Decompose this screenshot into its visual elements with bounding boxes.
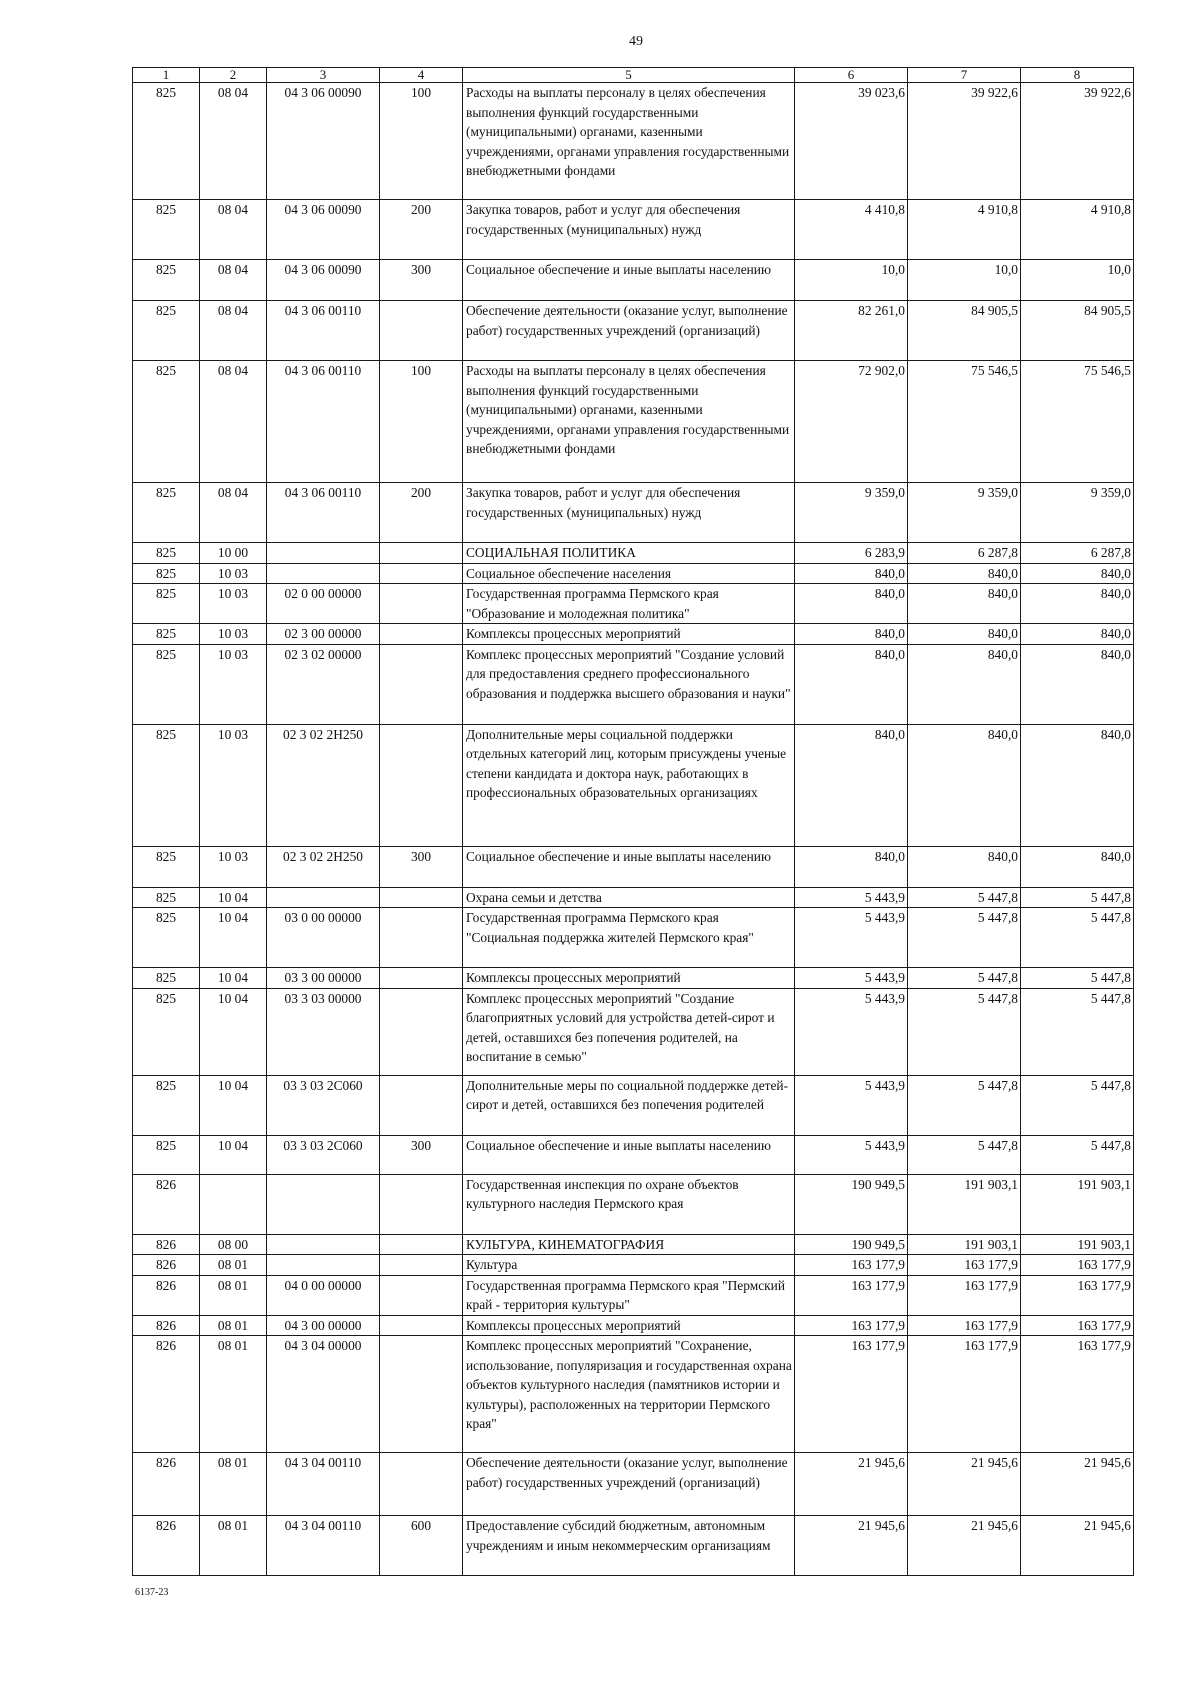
- amount-year1-cell: 5 443,9: [795, 968, 908, 989]
- amount-year3-cell: 4 910,8: [1021, 200, 1134, 260]
- target-article-cell: 04 3 06 00090: [267, 260, 380, 301]
- admin-code-cell: 825: [133, 563, 200, 584]
- amount-year1-cell: 5 443,9: [795, 1075, 908, 1135]
- section-code-cell: 08 01: [200, 1516, 267, 1576]
- expense-type-cell: [380, 301, 463, 361]
- section-code-cell: 08 01: [200, 1255, 267, 1276]
- section-code-cell: 08 04: [200, 301, 267, 361]
- expense-type-cell: [380, 543, 463, 564]
- description-cell: Комплекс процессных мероприятий "Создание условий для предоставления среднего профессионального образования и поддержка высшего образования и науки": [463, 644, 795, 724]
- table-row: [133, 1234, 1134, 1255]
- amount-year2-cell: 840,0: [908, 724, 1021, 846]
- amount-year2-cell: 191 903,1: [908, 1174, 1021, 1234]
- amount-year1-cell: 163 177,9: [795, 1255, 908, 1276]
- amount-year1-cell: 72 902,0: [795, 361, 908, 483]
- section-code-cell: 10 00: [200, 543, 267, 564]
- expense-type-cell: 100: [380, 83, 463, 200]
- expense-type-cell: [380, 1075, 463, 1135]
- admin-code-cell: 825: [133, 644, 200, 724]
- amount-year3-cell: 5 447,8: [1021, 968, 1134, 989]
- admin-code-cell: 825: [133, 624, 200, 645]
- table-row: [133, 1315, 1134, 1336]
- amount-year2-cell: 163 177,9: [908, 1255, 1021, 1276]
- amount-year3-cell: 191 903,1: [1021, 1234, 1134, 1255]
- amount-year1-cell: 5 443,9: [795, 887, 908, 908]
- target-article-cell: 04 3 06 00110: [267, 361, 380, 483]
- amount-year3-cell: 21 945,6: [1021, 1516, 1134, 1576]
- table-row: [133, 724, 1134, 846]
- amount-year2-cell: 4 910,8: [908, 200, 1021, 260]
- expense-type-cell: 100: [380, 361, 463, 483]
- amount-year3-cell: 39 922,6: [1021, 83, 1134, 200]
- section-code-cell: 10 03: [200, 724, 267, 846]
- expense-type-cell: [380, 1255, 463, 1276]
- amount-year3-cell: 840,0: [1021, 563, 1134, 584]
- description-cell: Дополнительные меры социальной поддержки отдельных категорий лиц, которым присуждены ученые степени кандидата и доктора наук, работающих в профессиональных образовательных организациях: [463, 724, 795, 846]
- amount-year3-cell: 840,0: [1021, 846, 1134, 887]
- expense-type-cell: 600: [380, 1516, 463, 1576]
- target-article-cell: 04 3 04 00110: [267, 1516, 380, 1576]
- amount-year1-cell: 163 177,9: [795, 1315, 908, 1336]
- column-header-6: 6: [795, 68, 908, 83]
- expense-type-cell: [380, 968, 463, 989]
- expense-type-cell: [380, 1234, 463, 1255]
- description-cell: Закупка товаров, работ и услуг для обеспечения государственных (муниципальных) нужд: [463, 200, 795, 260]
- column-header-4: 4: [380, 68, 463, 83]
- amount-year3-cell: 75 546,5: [1021, 361, 1134, 483]
- table-row: [133, 200, 1134, 260]
- description-cell: СОЦИАЛЬНАЯ ПОЛИТИКА: [463, 543, 795, 564]
- amount-year2-cell: 6 287,8: [908, 543, 1021, 564]
- amount-year3-cell: 5 447,8: [1021, 908, 1134, 968]
- amount-year2-cell: 163 177,9: [908, 1315, 1021, 1336]
- target-article-cell: [267, 1174, 380, 1234]
- amount-year1-cell: 840,0: [795, 846, 908, 887]
- target-article-cell: 03 3 03 2С060: [267, 1135, 380, 1174]
- section-code-cell: 08 00: [200, 1234, 267, 1255]
- admin-code-cell: 825: [133, 83, 200, 200]
- amount-year1-cell: 840,0: [795, 724, 908, 846]
- expense-type-cell: [380, 724, 463, 846]
- column-header-7: 7: [908, 68, 1021, 83]
- admin-code-cell: 826: [133, 1336, 200, 1453]
- column-header-8: 8: [1021, 68, 1134, 83]
- description-cell: Комплекс процессных мероприятий "Сохранение, использование, популяризация и государственная охрана объектов культурного наследия (памятников истории и культуры), расположенных на территории Пермского края": [463, 1336, 795, 1453]
- document-code: 6137-23: [135, 1587, 169, 1598]
- table-row: [133, 483, 1134, 543]
- description-cell: КУЛЬТУРА, КИНЕМАТОГРАФИЯ: [463, 1234, 795, 1255]
- amount-year3-cell: 5 447,8: [1021, 988, 1134, 1075]
- admin-code-cell: 826: [133, 1234, 200, 1255]
- amount-year3-cell: 840,0: [1021, 724, 1134, 846]
- amount-year1-cell: 10,0: [795, 260, 908, 301]
- description-cell: Государственная программа Пермского края "Пермский край - территория культуры": [463, 1275, 795, 1315]
- table-row: [133, 846, 1134, 887]
- description-cell: Комплексы процессных мероприятий: [463, 624, 795, 645]
- target-article-cell: 03 3 03 00000: [267, 988, 380, 1075]
- description-cell: Комплексы процессных мероприятий: [463, 1315, 795, 1336]
- table-row: [133, 1516, 1134, 1576]
- amount-year2-cell: 5 447,8: [908, 988, 1021, 1075]
- amount-year3-cell: 9 359,0: [1021, 483, 1134, 543]
- amount-year1-cell: 82 261,0: [795, 301, 908, 361]
- amount-year1-cell: 190 949,5: [795, 1174, 908, 1234]
- description-cell: Комплексы процессных мероприятий: [463, 968, 795, 989]
- section-code-cell: 10 03: [200, 563, 267, 584]
- target-article-cell: 04 3 06 00090: [267, 83, 380, 200]
- expense-type-cell: [380, 624, 463, 645]
- description-cell: Социальное обеспечение и иные выплаты населению: [463, 1135, 795, 1174]
- amount-year2-cell: 21 945,6: [908, 1453, 1021, 1516]
- amount-year3-cell: 163 177,9: [1021, 1255, 1134, 1276]
- section-code-cell: 10 04: [200, 988, 267, 1075]
- amount-year3-cell: 163 177,9: [1021, 1315, 1134, 1336]
- amount-year1-cell: 163 177,9: [795, 1336, 908, 1453]
- section-code-cell: 08 04: [200, 361, 267, 483]
- expense-type-cell: [380, 1453, 463, 1516]
- target-article-cell: 04 3 06 00110: [267, 483, 380, 543]
- description-cell: Государственная инспекция по охране объектов культурного наследия Пермского края: [463, 1174, 795, 1234]
- amount-year2-cell: 5 447,8: [908, 1075, 1021, 1135]
- section-code-cell: [200, 1174, 267, 1234]
- admin-code-cell: 825: [133, 361, 200, 483]
- table-row: [133, 1275, 1134, 1315]
- admin-code-cell: 826: [133, 1315, 200, 1336]
- admin-code-cell: 826: [133, 1255, 200, 1276]
- amount-year1-cell: 5 443,9: [795, 988, 908, 1075]
- amount-year2-cell: 5 447,8: [908, 968, 1021, 989]
- table-row: [133, 361, 1134, 483]
- admin-code-cell: 826: [133, 1174, 200, 1234]
- amount-year2-cell: 5 447,8: [908, 887, 1021, 908]
- table-row: [133, 887, 1134, 908]
- section-code-cell: 08 04: [200, 260, 267, 301]
- target-article-cell: 04 3 04 00000: [267, 1336, 380, 1453]
- description-cell: Дополнительные меры по социальной поддержке детей-сирот и детей, оставшихся без попечения родителей: [463, 1075, 795, 1135]
- admin-code-cell: 825: [133, 543, 200, 564]
- section-code-cell: 10 04: [200, 1075, 267, 1135]
- expense-type-cell: 300: [380, 1135, 463, 1174]
- table-row: [133, 83, 1134, 200]
- table-row: [133, 988, 1134, 1075]
- budget-table-container: [132, 67, 1134, 1576]
- amount-year1-cell: 9 359,0: [795, 483, 908, 543]
- amount-year1-cell: 190 949,5: [795, 1234, 908, 1255]
- section-code-cell: 08 04: [200, 83, 267, 200]
- target-article-cell: [267, 887, 380, 908]
- amount-year3-cell: 840,0: [1021, 624, 1134, 645]
- admin-code-cell: 825: [133, 584, 200, 624]
- target-article-cell: 02 3 00 00000: [267, 624, 380, 645]
- target-article-cell: [267, 563, 380, 584]
- amount-year3-cell: 163 177,9: [1021, 1336, 1134, 1453]
- amount-year2-cell: 840,0: [908, 644, 1021, 724]
- target-article-cell: 02 3 02 2Н250: [267, 846, 380, 887]
- amount-year1-cell: 840,0: [795, 563, 908, 584]
- section-code-cell: 10 03: [200, 846, 267, 887]
- amount-year2-cell: 5 447,8: [908, 1135, 1021, 1174]
- table-row: [133, 624, 1134, 645]
- target-article-cell: [267, 1255, 380, 1276]
- target-article-cell: 02 0 00 00000: [267, 584, 380, 624]
- description-cell: Социальное обеспечение населения: [463, 563, 795, 584]
- table-row: [133, 584, 1134, 624]
- table-header: [133, 68, 1134, 83]
- admin-code-cell: 826: [133, 1516, 200, 1576]
- amount-year3-cell: 5 447,8: [1021, 1075, 1134, 1135]
- admin-code-cell: 825: [133, 260, 200, 301]
- amount-year3-cell: 5 447,8: [1021, 1135, 1134, 1174]
- table-row: [133, 260, 1134, 301]
- target-article-cell: 04 3 06 00110: [267, 301, 380, 361]
- target-article-cell: 02 3 02 00000: [267, 644, 380, 724]
- description-cell: Социальное обеспечение и иные выплаты населению: [463, 260, 795, 301]
- target-article-cell: [267, 543, 380, 564]
- expense-type-cell: [380, 644, 463, 724]
- target-article-cell: 04 3 04 00110: [267, 1453, 380, 1516]
- target-article-cell: 04 3 06 00090: [267, 200, 380, 260]
- description-cell: Расходы на выплаты персоналу в целях обеспечения выполнения функций государственными (муниципальными) органами, казенными учреждениями, органами управления государственными внебюджетными фондами: [463, 83, 795, 200]
- table-row: [133, 301, 1134, 361]
- amount-year2-cell: 840,0: [908, 624, 1021, 645]
- admin-code-cell: 825: [133, 1075, 200, 1135]
- table-row: [133, 1174, 1134, 1234]
- amount-year2-cell: 163 177,9: [908, 1275, 1021, 1315]
- amount-year2-cell: 9 359,0: [908, 483, 1021, 543]
- amount-year3-cell: 840,0: [1021, 644, 1134, 724]
- expense-type-cell: 300: [380, 846, 463, 887]
- amount-year3-cell: 21 945,6: [1021, 1453, 1134, 1516]
- description-cell: Культура: [463, 1255, 795, 1276]
- admin-code-cell: 825: [133, 988, 200, 1075]
- amount-year1-cell: 5 443,9: [795, 908, 908, 968]
- section-code-cell: 08 04: [200, 200, 267, 260]
- amount-year1-cell: 6 283,9: [795, 543, 908, 564]
- amount-year2-cell: 21 945,6: [908, 1516, 1021, 1576]
- section-code-cell: 08 04: [200, 483, 267, 543]
- admin-code-cell: 825: [133, 483, 200, 543]
- description-cell: Государственная программа Пермского края "Образование и молодежная политика": [463, 584, 795, 624]
- admin-code-cell: 825: [133, 301, 200, 361]
- table-row: [133, 644, 1134, 724]
- admin-code-cell: 825: [133, 846, 200, 887]
- expense-type-cell: [380, 1315, 463, 1336]
- target-article-cell: 04 0 00 00000: [267, 1275, 380, 1315]
- description-cell: Государственная программа Пермского края "Социальная поддержка жителей Пермского края": [463, 908, 795, 968]
- description-cell: Обеспечение деятельности (оказание услуг, выполнение работ) государственных учреждений (организаций): [463, 301, 795, 361]
- expense-type-cell: [380, 988, 463, 1075]
- amount-year3-cell: 10,0: [1021, 260, 1134, 301]
- expense-type-cell: [380, 1336, 463, 1453]
- column-header-2: 2: [200, 68, 267, 83]
- amount-year3-cell: 840,0: [1021, 584, 1134, 624]
- section-code-cell: 10 03: [200, 584, 267, 624]
- table-body: [133, 83, 1134, 1576]
- amount-year1-cell: 39 023,6: [795, 83, 908, 200]
- table-row: [133, 543, 1134, 564]
- amount-year2-cell: 840,0: [908, 846, 1021, 887]
- section-code-cell: 08 01: [200, 1453, 267, 1516]
- section-code-cell: 08 01: [200, 1336, 267, 1453]
- column-header-5: 5: [463, 68, 795, 83]
- expense-type-cell: [380, 563, 463, 584]
- target-article-cell: 03 3 03 2С060: [267, 1075, 380, 1135]
- admin-code-cell: 825: [133, 968, 200, 989]
- admin-code-cell: 826: [133, 1453, 200, 1516]
- table-row: [133, 1255, 1134, 1276]
- amount-year2-cell: 191 903,1: [908, 1234, 1021, 1255]
- table-row: [133, 1135, 1134, 1174]
- column-header-3: 3: [267, 68, 380, 83]
- target-article-cell: 03 3 00 00000: [267, 968, 380, 989]
- expense-type-cell: [380, 887, 463, 908]
- amount-year1-cell: 840,0: [795, 624, 908, 645]
- expense-type-cell: 200: [380, 200, 463, 260]
- target-article-cell: 03 0 00 00000: [267, 908, 380, 968]
- amount-year2-cell: 10,0: [908, 260, 1021, 301]
- expense-type-cell: [380, 1174, 463, 1234]
- section-code-cell: 08 01: [200, 1275, 267, 1315]
- expense-type-cell: 200: [380, 483, 463, 543]
- admin-code-cell: 825: [133, 908, 200, 968]
- target-article-cell: 04 3 00 00000: [267, 1315, 380, 1336]
- section-code-cell: 10 04: [200, 908, 267, 968]
- description-cell: Расходы на выплаты персоналу в целях обеспечения выполнения функций государственными (муниципальными) органами, казенными учреждениями, органами управления государственными внебюджетными фондами: [463, 361, 795, 483]
- budget-table: [132, 67, 1134, 1576]
- admin-code-cell: 826: [133, 1275, 200, 1315]
- expense-type-cell: [380, 1275, 463, 1315]
- amount-year3-cell: 163 177,9: [1021, 1275, 1134, 1315]
- table-row: [133, 1075, 1134, 1135]
- amount-year2-cell: 75 546,5: [908, 361, 1021, 483]
- amount-year1-cell: 21 945,6: [795, 1453, 908, 1516]
- section-code-cell: 10 04: [200, 968, 267, 989]
- section-code-cell: 10 03: [200, 624, 267, 645]
- amount-year2-cell: 84 905,5: [908, 301, 1021, 361]
- section-code-cell: 10 04: [200, 1135, 267, 1174]
- description-cell: Социальное обеспечение и иные выплаты населению: [463, 846, 795, 887]
- target-article-cell: [267, 1234, 380, 1255]
- amount-year1-cell: 163 177,9: [795, 1275, 908, 1315]
- amount-year2-cell: 840,0: [908, 584, 1021, 624]
- section-code-cell: 10 04: [200, 887, 267, 908]
- amount-year3-cell: 6 287,8: [1021, 543, 1134, 564]
- amount-year1-cell: 840,0: [795, 584, 908, 624]
- description-cell: Предоставление субсидий бюджетным, автономным учреждениям и иным некоммерческим организациям: [463, 1516, 795, 1576]
- amount-year3-cell: 84 905,5: [1021, 301, 1134, 361]
- expense-type-cell: [380, 584, 463, 624]
- amount-year1-cell: 5 443,9: [795, 1135, 908, 1174]
- admin-code-cell: 825: [133, 1135, 200, 1174]
- amount-year2-cell: 840,0: [908, 563, 1021, 584]
- description-cell: Обеспечение деятельности (оказание услуг, выполнение работ) государственных учреждений (организаций): [463, 1453, 795, 1516]
- amount-year2-cell: 5 447,8: [908, 908, 1021, 968]
- description-cell: Охрана семьи и детства: [463, 887, 795, 908]
- amount-year2-cell: 39 922,6: [908, 83, 1021, 200]
- admin-code-cell: 825: [133, 200, 200, 260]
- admin-code-cell: 825: [133, 724, 200, 846]
- column-header-1: 1: [133, 68, 200, 83]
- amount-year2-cell: 163 177,9: [908, 1336, 1021, 1453]
- description-cell: Закупка товаров, работ и услуг для обеспечения государственных (муниципальных) нужд: [463, 483, 795, 543]
- amount-year3-cell: 191 903,1: [1021, 1174, 1134, 1234]
- amount-year1-cell: 4 410,8: [795, 200, 908, 260]
- column-number-row: [133, 68, 1134, 83]
- table-row: [133, 563, 1134, 584]
- table-row: [133, 1336, 1134, 1453]
- target-article-cell: 02 3 02 2Н250: [267, 724, 380, 846]
- table-row: [133, 908, 1134, 968]
- amount-year3-cell: 5 447,8: [1021, 887, 1134, 908]
- table-row: [133, 968, 1134, 989]
- expense-type-cell: [380, 908, 463, 968]
- section-code-cell: 10 03: [200, 644, 267, 724]
- admin-code-cell: 825: [133, 887, 200, 908]
- expense-type-cell: 300: [380, 260, 463, 301]
- amount-year1-cell: 840,0: [795, 644, 908, 724]
- section-code-cell: 08 01: [200, 1315, 267, 1336]
- page-number: 49: [629, 34, 643, 49]
- description-cell: Комплекс процессных мероприятий "Создание благоприятных условий для устройства детей-сирот и детей, оставшихся без попечения родителей, на воспитание в семью": [463, 988, 795, 1075]
- table-row: [133, 1453, 1134, 1516]
- amount-year1-cell: 21 945,6: [795, 1516, 908, 1576]
